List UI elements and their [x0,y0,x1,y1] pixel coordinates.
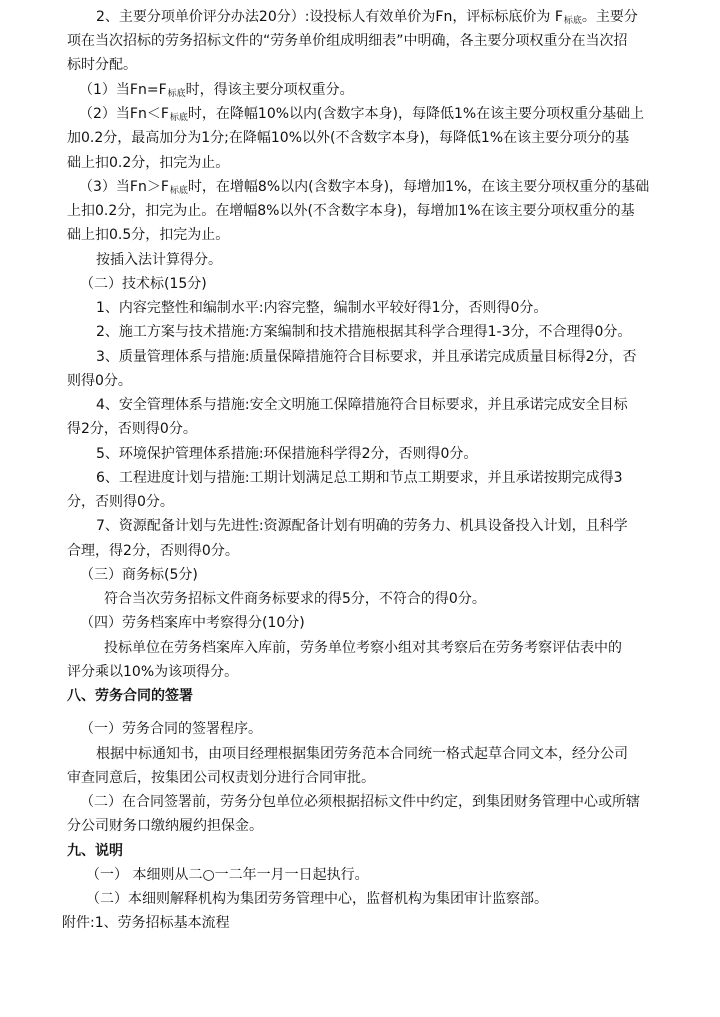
chapter-heading: 八、劳务合同的签署 [67,688,193,704]
text-line: （一） 本细则从二○一二年一月一日起执行。 [86,867,369,883]
text-line: 分，否则得0分。 [67,494,174,510]
text-line: （3）当Fn＞F标底时，在增幅8%以内(含数字本身)，每增加1%，在该主要分项权重分的基础 [79,179,650,196]
section-heading: （一）劳务合同的签署程序。 [80,721,262,737]
chapter-heading: 九、说明 [67,843,123,859]
text-line: 根据中标通知书，由项目经理根据集团劳务范本合同统一格式起草合同文本，经分公司 [96,746,628,762]
text-line: （1）当Fn=F标底时，得该主要分项权重分。 [79,82,354,99]
text-line: 审查同意后，按集团公司权责划分进行合同审批。 [67,770,375,786]
attachment-line: 附件:1、劳务招标基本流程 [62,915,230,931]
text-line: （二）本细则解释机构为集团劳务管理中心，监督机构为集团审计监察部。 [86,891,548,907]
text-line: 合理，得2分，否则得0分。 [67,543,239,559]
text-line: 项在当次招标的劳务招标文件的“劳务单价组成明细表”中明确，各主要分项权重分在当次招 [67,33,628,49]
section-heading: （三）商务标(5分) [80,567,198,583]
text-line: 2、施工方案与技术措施:方案编制和技术措施根据其科学合理得1-3分，不合理得0分。 [96,324,632,340]
text-line: 则得0分。 [67,373,132,389]
text-line: 分公司财务口缴纳履约担保金。 [67,818,263,834]
text-line: 标时分配。 [67,57,137,73]
text-line: 4、安全管理体系与措施:安全文明施工保障措施符合目标要求，并且承诺完成安全目标 [96,397,628,413]
text-line: 础上扣0.2分，扣完为止。 [67,155,230,171]
section-heading: （二）技术标(15分) [80,276,207,292]
text-line: 2、主要分项单价评分办法20分）:设投标人有效单价为Fn，评标标底价为 F标底。主要分 [96,9,638,26]
text-line: 评分乘以10%为该项得分。 [67,664,239,680]
text-line: 投标单位在劳务档案库入库前，劳务单位考察小组对其考察后在劳务考察评估表中的 [104,640,622,656]
section-heading: （四）劳务档案库中考察得分(10分) [80,615,305,631]
text-line: 上扣0.2分，扣完为止。在增幅8%以外(不含数字本身)，每增加1%在该主要分项权重分的基 [67,203,635,219]
text-line: 得2分，否则得0分。 [67,421,197,437]
text-line: 符合当次劳务招标文件商务标要求的得5分，不符合的得0分。 [104,591,486,607]
text-line: （二）在合同签署前，劳务分包单位必须根据招标文件中约定，到集团财务管理中心或所辖 [80,794,640,810]
text-line: 7、资源配备计划与先进性:资源配备计划有明确的劳务力、机具设备投入计划，且科学 [96,518,628,534]
text-line: 按插入法计算得分。 [96,252,222,268]
text-line: （2）当Fn＜F标底时，在降幅10%以内(含数字本身)，每降低1%在该主要分项权重分基础上 [79,106,645,123]
text-line: 础上扣0.5分，扣完为止。 [67,227,230,243]
text-line: 3、质量管理体系与措施:质量保障措施符合目标要求，并且承诺完成质量目标得2分，否 [96,349,637,365]
text-line: 5、环境保护管理体系措施:环保措施科学得2分，否则得0分。 [96,446,478,462]
text-line: 加0.2分，最高加分为1分;在降幅10%以外(不含数字本身)，每降低1%在该主要分项分的基 [67,130,630,146]
text-line: 1、内容完整性和编制水平:内容完整，编制水平较好得1分，否则得0分。 [96,300,548,316]
text-line: 6、工程进度计划与措施:工期计划满足总工期和节点工期要求，并且承诺按期完成得3 [96,470,623,486]
